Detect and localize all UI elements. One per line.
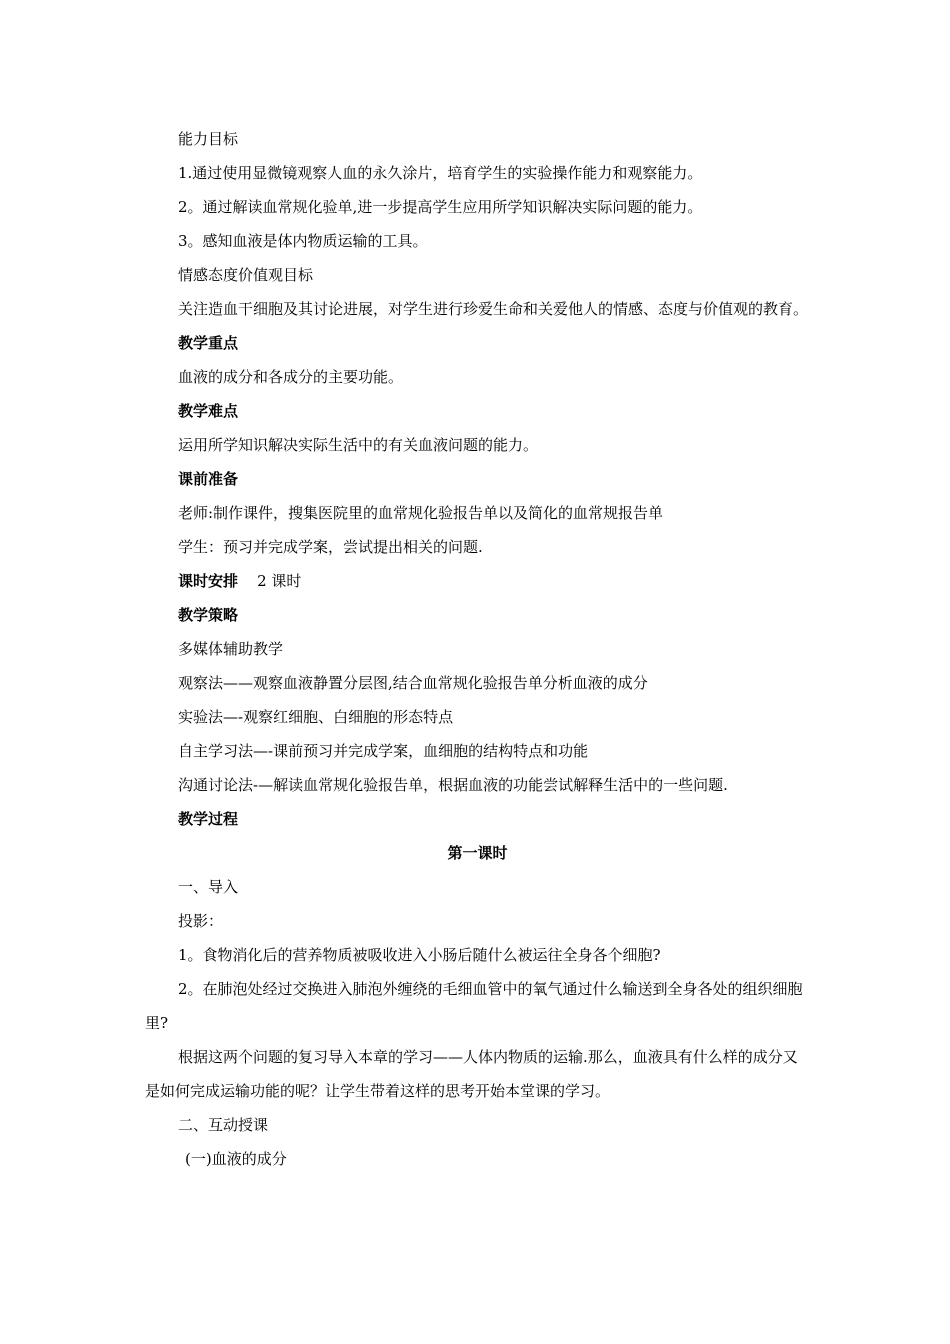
strategy-5: 沟通讨论法-—解读血常规化验报告单，根据血液的功能尝试解释生活中的一些问题.: [178, 776, 728, 794]
document-page: [145, 122, 810, 1176]
schedule-line: [145, 564, 810, 598]
projection-label: 投影：: [178, 912, 224, 930]
process-heading: 教学过程: [178, 810, 239, 828]
preparation-teacher: 老师:制作课件，搜集医院里的血常规化验报告单以及简化的血常规报告单: [178, 504, 664, 522]
review-text: 根据这两个问题的复习导入本章的学习——人体内物质的运输.那么，血液具有什么样的成分又是如何完成运输功能的呢？让学生带着这样的思考开始本堂课的学习。: [145, 1048, 798, 1100]
lesson-title: 第一课时: [447, 844, 508, 862]
ability-goal-1: 1.通过使用显微镜观察人血的永久涂片，培育学生的实验操作能力和观察能力。: [178, 164, 703, 182]
schedule-heading: 课时安排: [178, 572, 239, 590]
blood-components-heading: (一)血液的成分: [185, 1150, 287, 1168]
emotion-goals-text: 关注造血干细胞及其讨论进展，对学生进行珍爱生命和关爱他人的情感、态度与价值观的教育。: [178, 300, 809, 318]
teaching-difficulty-text: 运用所学知识解决实际生活中的有关血液问题的能力。: [178, 436, 539, 454]
emotion-goals-heading: 情感态度价值观目标: [178, 266, 314, 284]
teaching-key-heading: 教学重点: [178, 334, 239, 352]
question-2: 2。在肺泡处经过交换进入肺泡外缠绕的毛细血管中的氧气通过什么输送到全身各处的组织细胞里?: [145, 980, 803, 1032]
intro-heading: 一、导入: [178, 878, 239, 896]
preparation-student: 学生：预习并完成学案，尝试提出相关的问题.: [178, 538, 483, 556]
strategy-heading: 教学策略: [178, 606, 239, 624]
preparation-heading: 课前准备: [178, 470, 239, 488]
schedule-value: 2 课时: [257, 572, 302, 590]
ability-goal-3: 3。感知血液是体内物质运输的工具。: [178, 232, 428, 250]
strategy-4: 自主学习法—-课前预习并完成学案，血细胞的结构特点和功能: [178, 742, 589, 760]
ability-goals-heading: 能力目标: [178, 130, 239, 148]
ability-goal-2: 2。通过解读血常规化验单,进一步提高学生应用所学知识解决实际问题的能力。: [178, 198, 703, 216]
teaching-key-text: 血液的成分和各成分的主要功能。: [178, 368, 404, 386]
strategy-2: 观察法——观察血液静置分层图,结合血常规化验报告单分析血液的成分: [178, 674, 648, 692]
teaching-difficulty-heading: 教学难点: [178, 402, 239, 420]
question-1: 1。食物消化后的营养物质被吸收进入小肠后随什么被运往全身各个细胞?: [178, 946, 661, 964]
interactive-teaching-heading: 二、互动授课: [178, 1116, 269, 1134]
strategy-3: 实验法—-观察红细胞、白细胞的形态特点: [178, 708, 454, 726]
strategy-1: 多媒体辅助教学: [178, 640, 284, 658]
